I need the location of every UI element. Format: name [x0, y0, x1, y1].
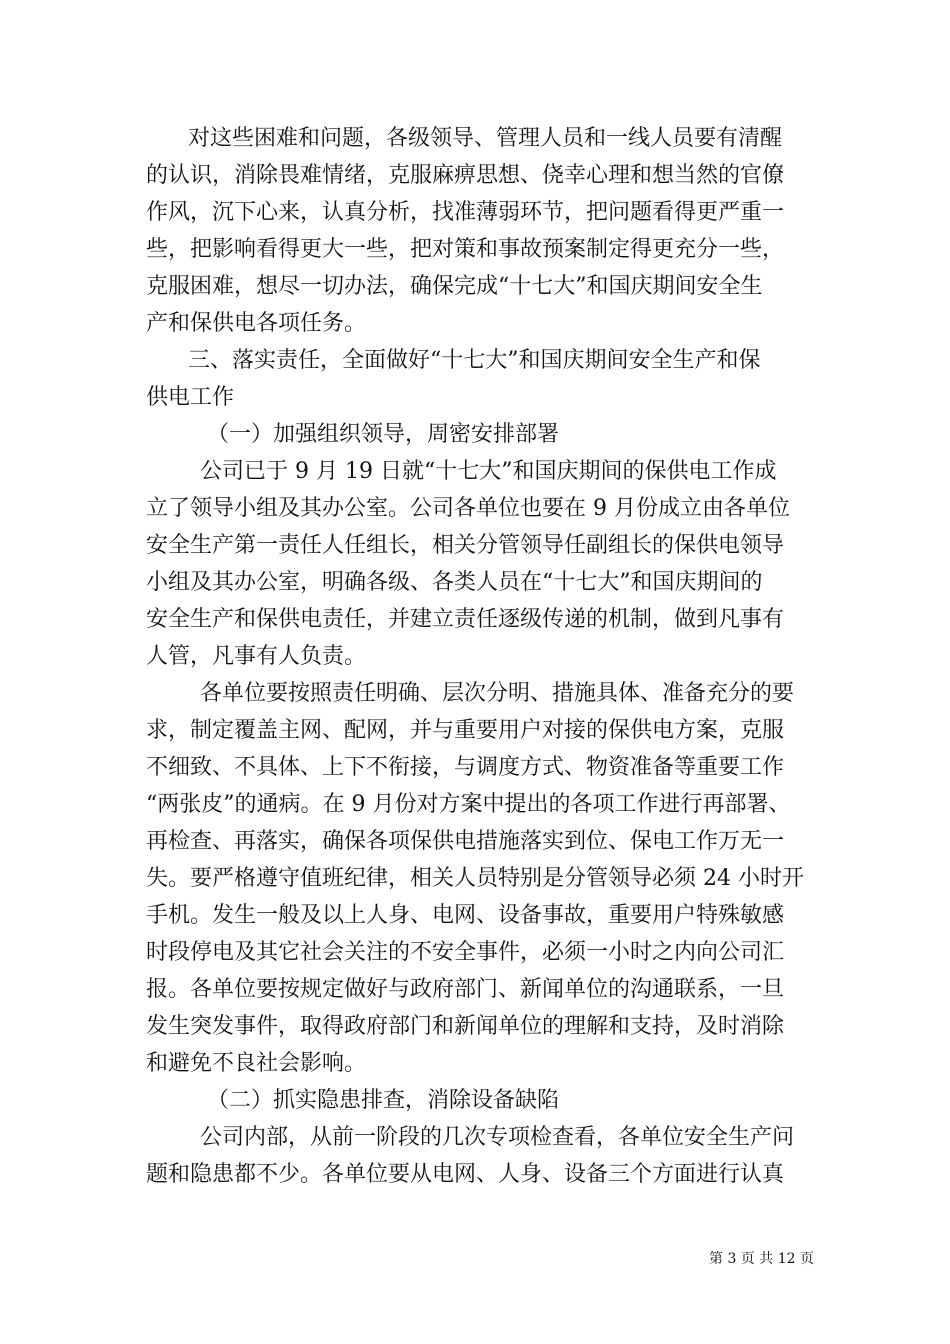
text-line-25: 发生突发事件，取得政府部门和新闻单位的理解和支持，及时消除: [146, 1014, 785, 1039]
section-heading-3: 三、落实责任，全面做好“十七大”和国庆期间安全生产和保: [188, 348, 761, 373]
text-line-3: 作风，沉下心来，认真分析，找准薄弱环节，把问题看得更严重一: [146, 200, 785, 225]
text-line-24: 报。各单位要按规定做好与政府部门、新闻单位的沟通联系，一旦: [146, 977, 785, 1002]
text-line-17: 求，制定覆盖主网、配网，并与重要用户对接的保供电方案，克服: [146, 718, 785, 743]
text-line-5: 克服困难，想尽一切办法，确保完成“十七大”和国庆期间安全生: [146, 274, 763, 299]
text-line-19: “两张皮”的通病。在 9 月份对方案中提出的各项工作进行再部署、: [146, 792, 791, 817]
text-line-15: 人管，凡事有人负责。: [146, 644, 367, 669]
text-line-11: 立了领导小组及其办公室。公司各单位也要在 9 月份成立由各单位: [146, 496, 790, 521]
text-line-10: 公司已于 9 月 19 日就“十七大”和国庆期间的保供电工作成: [200, 459, 777, 484]
text-line-29: 题和隐患都不少。各单位要从电网、人身、设备三个方面进行认真: [146, 1162, 785, 1187]
text-line-20: 再检查、再落实，确保各项保供电措施落实到位、保电工作万无一: [146, 829, 785, 854]
page-number-footer: 第 3 页 共 12 页: [709, 1251, 814, 1267]
text-line-2: 的认识，消除畏难情绪，克服麻痹思想、侥幸心理和想当然的官僚: [146, 163, 785, 188]
text-line-16: 各单位要按照责任明确、层次分明、措施具体、准备充分的要: [200, 681, 795, 706]
text-line-28: 公司内部，从前一阶段的几次专项检查看，各单位安全生产问: [200, 1125, 795, 1150]
text-line-22: 手机。发生一般及以上人身、电网、设备事故，重要用户特殊敏感: [146, 903, 785, 928]
text-line-12: 安全生产第一责任人任组长，相关分管领导任副组长的保供电领导: [146, 533, 785, 558]
text-line-26: 和避免不良社会影响。: [146, 1051, 367, 1076]
section-heading-3-cont: 供电工作: [146, 385, 235, 410]
text-line-13: 小组及其办公室，明确各级、各类人员在“十七大”和国庆期间的: [146, 570, 763, 595]
text-line-6: 产和保供电各项任务。: [146, 311, 367, 336]
text-line-18: 不细致、不具体、上下不衔接，与调度方式、物资准备等重要工作: [146, 755, 785, 780]
text-line-1: 对这些困难和问题，各级领导、管理人员和一线人员要有清醒: [188, 126, 783, 151]
subsection-heading-1: （一）加强组织领导，周密安排部署: [207, 422, 560, 447]
text-line-21: 失。要严格遵守值班纪律，相关人员特别是分管领导必须 24 小时开: [146, 866, 804, 891]
text-line-23: 时段停电及其它社会关注的不安全事件，必须一小时之内向公司汇: [146, 940, 785, 965]
text-line-14: 安全生产和保供电责任，并建立责任逐级传递的机制，做到凡事有: [146, 607, 785, 632]
subsection-heading-2: （二）抓实隐患排查，消除设备缺陷: [207, 1088, 560, 1113]
text-line-4: 些，把影响看得更大一些，把对策和事故预案制定得更充分一些，: [146, 237, 785, 262]
